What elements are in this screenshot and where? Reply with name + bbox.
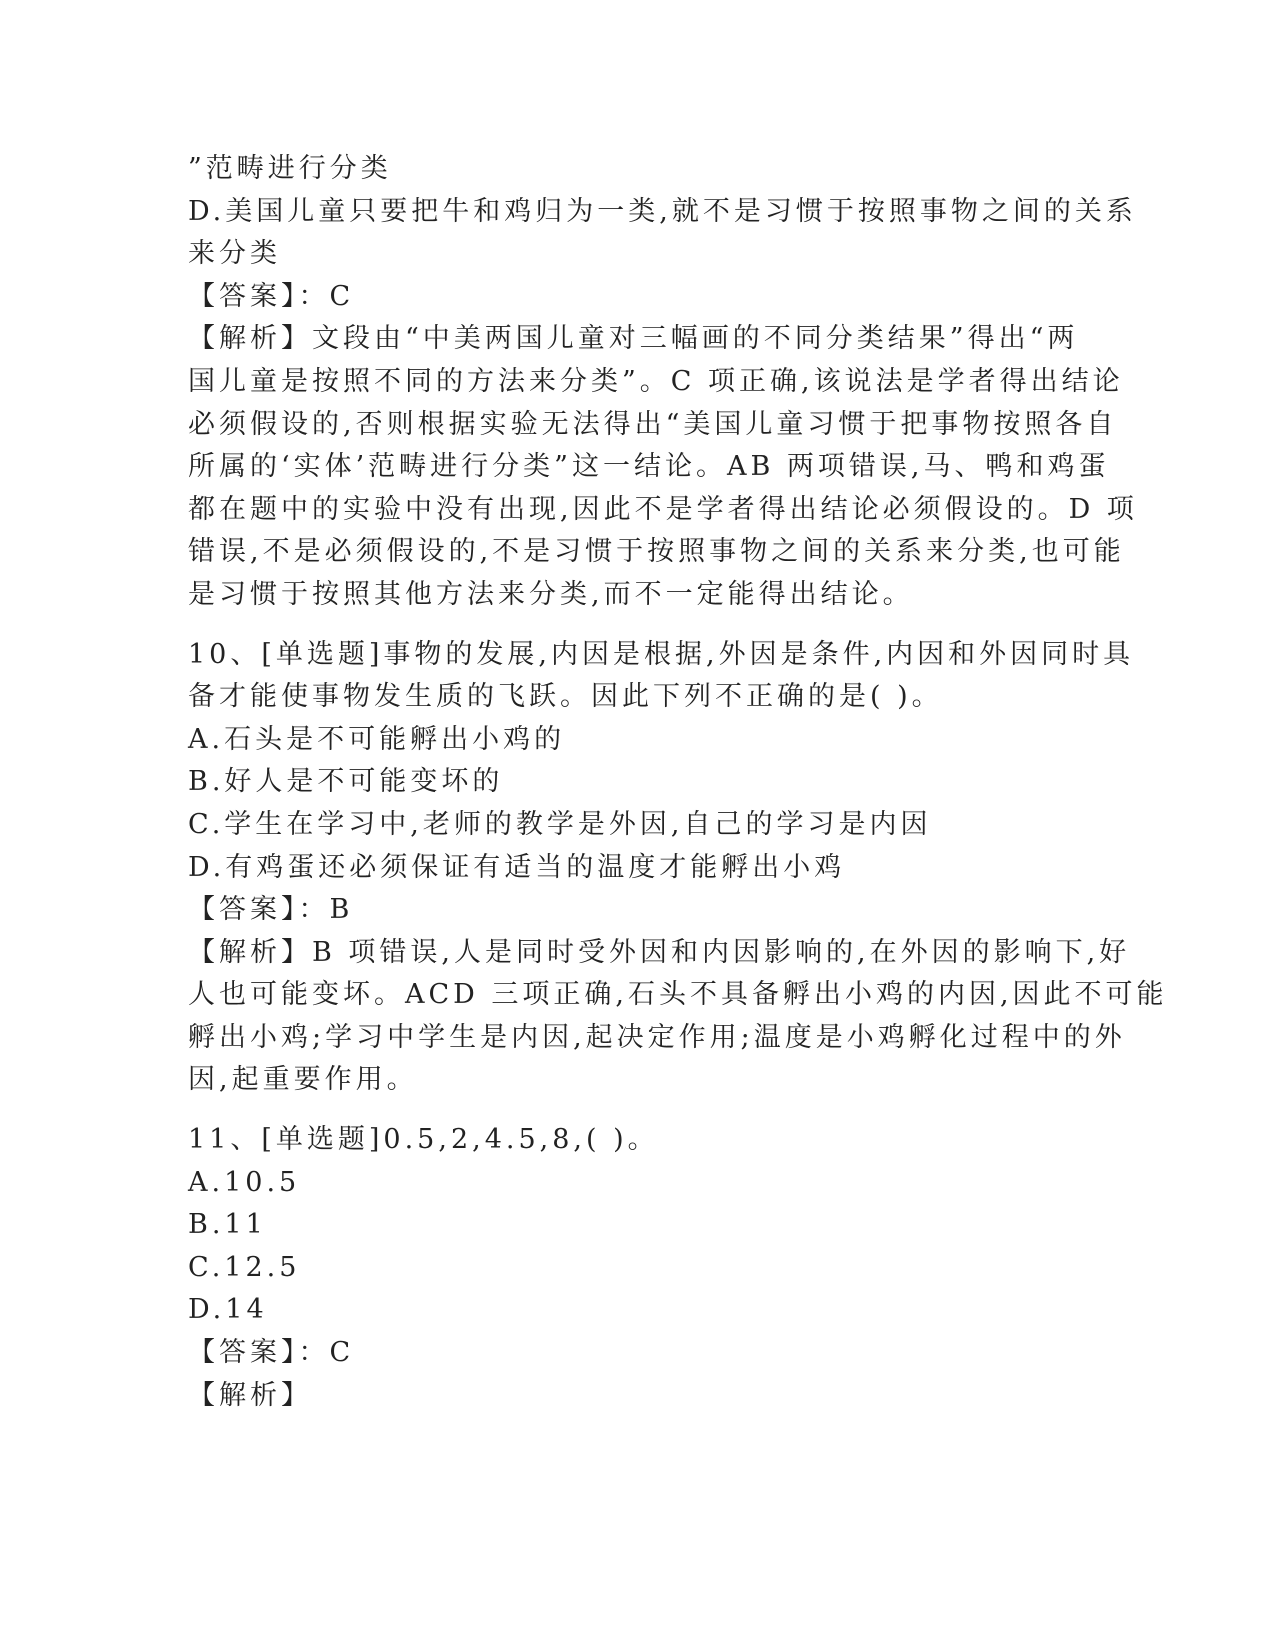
q10-stem-line1: 10、[单选题]事物的发展,内因是根据,外因是条件,内因和外因同时具: [188, 638, 1135, 670]
question-10: [188, 634, 1168, 1103]
q9-analysis-line: 所属的‘实体’范畴进行分类”这一结论。AB 两项错误,马、鸭和鸡蛋: [188, 451, 1110, 483]
q11-answer: 【答案】：C: [188, 1337, 355, 1369]
q11-option-d: D.14: [188, 1294, 268, 1326]
q10-analysis-line: 【解析】B 项错误,人是同时受外因和内因影响的,在外因的影响下,好: [188, 936, 1131, 968]
q9-option-d-line2: 来分类: [188, 238, 281, 270]
question-9-tail: [188, 148, 1138, 617]
q9-analysis-line: 国儿童是按照不同的方法来分类”。C 项正确,该说法是学者得出结论: [188, 365, 1124, 397]
q11-analysis-label: 【解析】: [188, 1379, 312, 1411]
q11-option-a: A.10.5: [188, 1166, 301, 1198]
question-11: [188, 1119, 1078, 1417]
q10-answer: 【答案】：B: [188, 894, 354, 926]
q9-option-c-tail: ”范畴进行分类: [188, 153, 392, 184]
question-spacer: [188, 617, 1078, 634]
q11-option-b: B.11: [188, 1209, 267, 1241]
q10-option-b: B.好人是不可能变坏的: [188, 766, 504, 798]
q10-option-a: A.石头是不可能孵出小鸡的: [188, 723, 566, 755]
q9-analysis-line: 【解析】文段由“中美两国儿童对三幅画的不同分类结果”得出“两: [188, 323, 1079, 355]
q9-option-d-line1: D.美国儿童只要把牛和鸡归为一类,就不是习惯于按照事物之间的关系: [188, 195, 1137, 227]
page-content: [188, 148, 1168, 1417]
q10-analysis-line: 孵出小鸡;学习中学生是内因,起决定作用;温度是小鸡孵化过程中的外: [188, 1021, 1126, 1053]
q9-answer: 【答案】：C: [188, 280, 355, 312]
q10-stem-line2: 备才能使事物发生质的飞跃。因此下列不正确的是( )。: [188, 681, 943, 713]
q9-analysis-line: 错误,不是必须假设的,不是习惯于按照事物之间的关系来分类,也可能: [188, 536, 1125, 568]
question-spacer: [188, 1102, 1078, 1119]
q9-analysis-line: 都在题中的实验中没有出现,因此不是学者得出结论必须假设的。D 项: [188, 493, 1138, 525]
q10-option-c: C.学生在学习中,老师的教学是外因,自己的学习是内因: [188, 808, 932, 840]
q10-analysis-line: 人也可能变坏。ACD 三项正确,石头不具备孵出小鸡的内因,因此不可能: [188, 979, 1168, 1011]
q9-analysis-line: 必须假设的,否则根据实验无法得出“美国儿童习惯于把事物按照各自: [188, 408, 1118, 440]
q9-analysis-line: 是习惯于按照其他方法来分类,而不一定能得出结论。: [188, 578, 914, 610]
q11-stem: 11、[单选题]0.5,2,4.5,8,( )。: [188, 1124, 659, 1156]
q10-option-d: D.有鸡蛋还必须保证有适当的温度才能孵出小鸡: [188, 851, 846, 883]
q10-analysis-line: 因,起重要作用。: [188, 1064, 418, 1096]
q11-option-c: C.12.5: [188, 1251, 301, 1283]
